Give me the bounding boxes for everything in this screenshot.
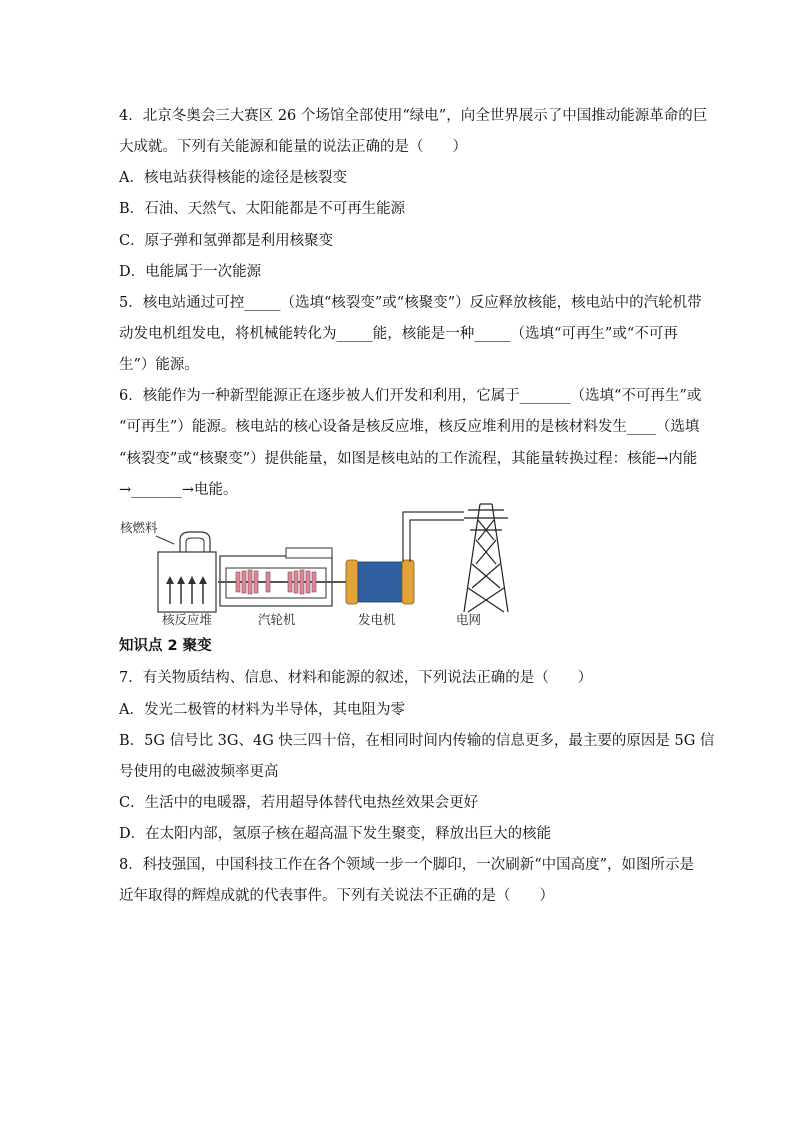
- q6-stem-line2: “可再生”）能源。核电站的核心设备是核反应堆，核反应堆利用的是核材料发生____（选填: [119, 419, 700, 435]
- q4-stem-line1: 4．北京冬奥会三大赛区 26 个场馆全部使用“绿电”，向全世界展示了中国推动能源革命的巨: [119, 108, 708, 124]
- q8-stem-line2: 近年取得的辉煌成就的代表事件。下列有关说法不正确的是（ ）: [119, 888, 554, 904]
- q4-option-a: A．核电站获得核能的途径是核裂变: [119, 170, 347, 186]
- q7-option-a: A．发光二极管的材料为半导体，其电阻为零: [119, 702, 405, 718]
- q4-stem-line2: 大成就。下列有关能源和能量的说法正确的是（ ）: [119, 139, 467, 155]
- turbine-icon: [218, 548, 346, 606]
- q5-stem-line1: 5．核电站通过可控_____（选填“核裂变”或“核聚变”）反应释放核能，核电站中的汽轮机带: [119, 295, 702, 311]
- q4-option-b: B．石油、天然气、太阳能都是不可再生能源: [119, 201, 406, 217]
- reactor-label: 核反应堆: [162, 612, 213, 627]
- q5-stem-line2: 动发电机组发电，将机械能转化为_____能，核能是一种_____（选填“可再生”或“不可再: [119, 326, 678, 342]
- q4-option-c: C．原子弹和氢弹都是利用核聚变: [119, 233, 334, 249]
- q4-option-d: D．电能属于一次能源: [119, 264, 262, 280]
- nuclear-plant-diagram: [118, 500, 538, 630]
- q5-stem-line3: 生”）能源。: [119, 357, 199, 373]
- q7-option-b-line2: 号使用的电磁波频率更高: [119, 764, 279, 780]
- q7-stem-line1: 7．有关物质结构、信息、材料和能源的叙述，下列说法正确的是（ ）: [119, 670, 593, 686]
- q7-option-b-line1: B．5G 信号比 3G、4G 快三四十倍，在相同时间内传输的信息更多，最主要的原因是 5G 信: [119, 733, 715, 749]
- q7-option-c: C．生活中的电暖器，若用超导体替代电热丝效果会更好: [119, 795, 479, 811]
- reactor-icon: [158, 532, 216, 612]
- generator-icon: [346, 560, 414, 604]
- q6-stem-line1: 6．核能作为一种新型能源正在逐步被人们开发和利用，它属于_______（选填“不可再生”或: [119, 388, 702, 404]
- q6-stem-line3: “核裂变”或“核聚变”）提供能量，如图是核电站的工作流程，其能量转换过程：核能→内能: [119, 451, 698, 467]
- power-tower-icon: [464, 504, 508, 612]
- q6-stem-line4: →_______→电能。: [119, 482, 238, 498]
- fuel-pointer: [156, 536, 174, 544]
- turbine-label: 汽轮机: [258, 612, 296, 627]
- q7-option-d: D．在太阳内部，氢原子核在超高温下发生聚变，释放出巨大的核能: [119, 826, 552, 842]
- generator-label: 发电机: [358, 612, 396, 627]
- fuel-label: 核燃料: [120, 520, 158, 535]
- section-heading: 知识点 2 聚变: [119, 638, 212, 654]
- wire-lower: [410, 520, 464, 562]
- q8-stem-line1: 8．科技强国，中国科技工作在各个领域一步一个脚印，一次刷新“中国高度”，如图所示是: [119, 857, 695, 873]
- grid-label: 电网: [456, 612, 482, 627]
